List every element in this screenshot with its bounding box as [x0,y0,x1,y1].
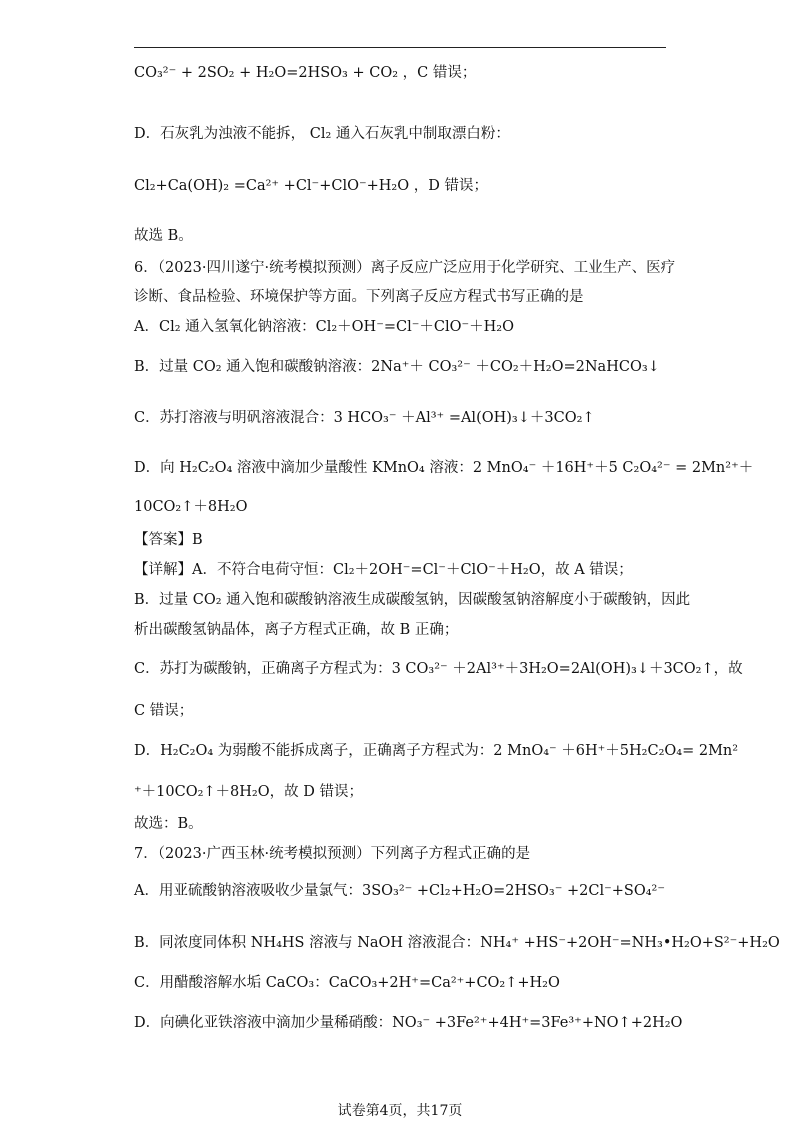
option-d: D．向 H₂C₂O₄ 溶液中滴加少量酸性 KMnO₄ 溶液：2 MnO₄⁻ ＋16H⁺＋5 C₂O₄²⁻ = 2Mn²⁺＋ [134,460,754,476]
explanation-c-cont: C 错误； [134,703,194,719]
option-c: C．用醋酸溶解水垢 CaCO₃：CaCO₃+2H⁺=Ca²⁺+CO₂↑+H₂O [134,975,560,991]
header-rule [134,47,666,48]
page-footer: 试卷第4页，共17页 [337,1103,463,1119]
option-a: A．Cl₂ 通入氢氧化钠溶液：Cl₂＋OH⁻=Cl⁻＋ClO⁻＋H₂O [134,319,515,335]
option-d: D．向碘化亚铁溶液中滴加少量稀硝酸：NO₃⁻ +3Fe²⁺+4H⁺=3Fe³⁺+NO↑+2H₂O [134,1015,683,1031]
explanation-d-cont: ⁺＋10CO₂↑＋8H₂O，故 D 错误； [134,784,363,800]
question-6-stem: 诊断、食品检验、环境保护等方面。下列离子反应方程式书写正确的是 [134,289,584,305]
option-a: A．用亚硫酸钠溶液吸收少量氯气：3SO₃²⁻ +Cl₂+H₂O=2HSO₃⁻ +2Cl⁻+SO₄²⁻ [134,883,666,899]
text-line: 故选：B。 [134,816,203,832]
explanation-a: 【详解】A．不符合电荷守恒：Cl₂＋2OH⁻=Cl⁻＋ClO⁻＋H₂O，故 A 错误； [134,562,633,578]
question-6-stem: 6．（2023·四川遂宁·统考模拟预测）离子反应广泛应用于化学研究、工业生产、医疗 [134,260,676,276]
option-b: B．同浓度同体积 NH₄HS 溶液与 NaOH 溶液混合：NH₄⁺ +HS⁻+2OH⁻=NH₃•H₂O+S²⁻+H₂O [134,935,780,951]
explanation-b: B．过量 CO₂ 通入饱和碳酸钠溶液生成碳酸氢钠，因碳酸氢钠溶解度小于碳酸钠，因此 [134,592,691,608]
text-line: CO₃²⁻ + 2SO₂ + H₂O=2HSO₃ + CO₂ ，C 错误； [134,65,477,81]
explanation-d: D．H₂C₂O₄ 为弱酸不能拆成离子，正确离子方程式为：2 MnO₄⁻ ＋6H⁺＋5H₂C₂O₄= 2Mn² [134,743,739,759]
text-line: Cl₂+Ca(OH)₂ =Ca²⁺ +Cl⁻+ClO⁻+H₂O ，D 错误； [134,178,488,194]
answer: 【答案】B [134,532,203,548]
option-b: B．过量 CO₂ 通入饱和碳酸钠溶液：2Na⁺＋ CO₃²⁻ ＋CO₂＋H₂O=2NaHCO₃↓ [134,359,660,375]
option-d-cont: 10CO₂↑＋8H₂O [134,499,248,515]
question-7-stem: 7．（2023·广西玉林·统考模拟预测）下列离子方程式正确的是 [134,846,531,862]
option-c: C．苏打溶液与明矾溶液混合：3 HCO₃⁻ ＋Al³⁺ =Al(OH)₃↓＋3CO₂↑ [134,410,595,426]
text-line: D．石灰乳为浊液不能拆， Cl₂ 通入石灰乳中制取漂白粉： [134,126,510,142]
explanation-b-cont: 析出碳酸氢钠晶体，离子方程式正确，故 B 正确； [134,622,459,638]
explanation-c: C．苏打为碳酸钠，正确离子方程式为：3 CO₃²⁻ ＋2Al³⁺＋3H₂O=2Al(OH)₃↓＋3CO₂↑，故 [134,661,743,677]
text-line: 故选 B。 [134,228,193,244]
